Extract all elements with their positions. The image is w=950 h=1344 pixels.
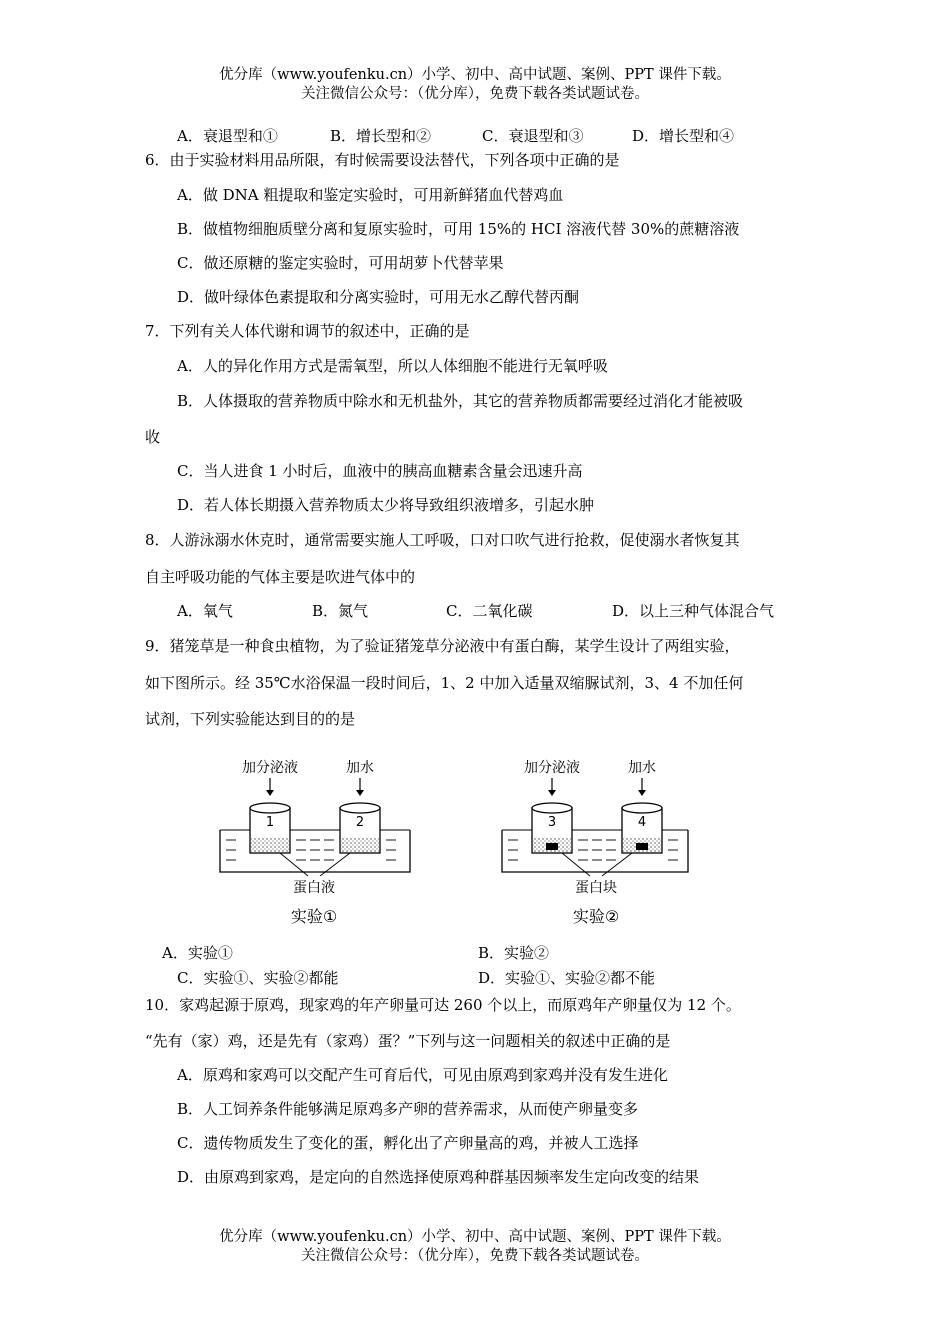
q7-option-a: A．人的异化作用方式是需氧型，所以人体细胞不能进行无氧呼吸 — [177, 357, 608, 375]
exp1-label-add-water: 加水 — [346, 760, 374, 776]
q9-option-b: B．实验② — [478, 944, 550, 962]
q9-option-c: C．实验①、实验②都能 — [177, 969, 339, 987]
exp1-arrowhead-2 — [356, 790, 364, 796]
page-header-line2: 关注微信公众号：（优分库），免费下载各类试题试卷。 — [301, 86, 649, 102]
q8-option-d: D．以上三种气体混合气 — [612, 602, 775, 620]
q6-stem: 6．由于实验材料用品所限，有时候需要设法替代，下列各项中正确的是 — [145, 151, 620, 169]
q8-option-a: A．氧气 — [177, 602, 233, 620]
q6-option-a: A．做 DNA 粗提取和鉴定实验时，可用新鲜猪血代替鸡血 — [177, 186, 564, 204]
q10-option-c: C．遗传物质发生了变化的蛋，孵化出了产卵量高的鸡，并被人工选择 — [177, 1134, 639, 1152]
exp1-tube-2-protein-solution — [341, 838, 379, 852]
q8-option-b: B．氮气 — [312, 602, 369, 620]
q5-options — [0, 126, 950, 146]
q9-option-d: D．实验①、实验②都不能 — [478, 969, 656, 987]
exp1-tube-2-number: 2 — [355, 815, 365, 830]
exp1-tube-1-protein-solution — [251, 838, 289, 852]
q7-option-b-line2: 收 — [145, 428, 161, 446]
q5-option-c: C．衰退型和③ — [482, 127, 584, 145]
q10-option-a: A．原鸡和家鸡可以交配产生可育后代，可见由原鸡到家鸡并没有发生进化 — [177, 1066, 668, 1084]
exp1-label-add-secretion: 加分泌液 — [242, 760, 298, 776]
exp2-arrowhead-2 — [638, 790, 646, 796]
q5-option-d: D．增长型和④ — [632, 127, 735, 145]
q6-option-b: B．做植物细胞质壁分离和复原实验时，可用 15%的 HCI 溶液代替 30%的蔗糖溶液 — [177, 220, 740, 238]
q8-stem-line2: 自主呼吸功能的气体主要是吹进气体中的 — [145, 568, 416, 586]
q10-option-b: B．人工饲养条件能够满足原鸡多产卵的营养需求，从而使产卵量变多 — [177, 1100, 639, 1118]
exp2-tube-3-number: 3 — [547, 815, 557, 830]
exp2-tube-4-number: 4 — [637, 815, 647, 830]
exp2-label-add-secretion: 加分泌液 — [524, 760, 580, 776]
page-footer-line2: 关注微信公众号：（优分库），免费下载各类试题试卷。 — [301, 1248, 649, 1264]
q5-option-b: B．增长型和② — [330, 127, 432, 145]
exp2-arrowhead-1 — [548, 790, 556, 796]
q7-stem: 7．下列有关人体代谢和调节的叙述中，正确的是 — [145, 322, 470, 340]
q9-option-a: A．实验① — [162, 944, 233, 962]
exp2-tube-3-protein-block — [546, 843, 558, 850]
q7-option-c: C．当人进食 1 小时后，血液中的胰高血糖素含量会迅速升高 — [177, 462, 583, 480]
q8-option-c: C．二氧化碳 — [446, 602, 533, 620]
q8-options — [0, 601, 950, 621]
page-footer-line1: 优分库（www.youfenku.cn）小学、初中、高中试题、案例、PPT 课件下载。 — [219, 1229, 731, 1245]
q9-experiment-figure — [210, 750, 700, 935]
q10-stem-line1: 10．家鸡起源于原鸡，现家鸡的年产卵量可达 260 个以上，而原鸡年产卵量仅为 12 个。 — [145, 996, 741, 1014]
q10-option-d: D．由原鸡到家鸡，是定向的自然选择使原鸡种群基因频率发生定向改变的结果 — [177, 1168, 700, 1186]
q6-option-d: D．做叶绿体色素提取和分离实验时，可用无水乙醇代替丙酮 — [177, 288, 580, 306]
q6-option-c: C．做还原糖的鉴定实验时，可用胡萝卜代替苹果 — [177, 254, 504, 272]
exp2-caption: 实验② — [572, 907, 620, 926]
q7-option-d: D．若人体长期摄入营养物质太少将导致组织液增多，引起水肿 — [177, 496, 595, 514]
q9-stem-line1: 9．猪笼草是一种食虫植物，为了验证猪笼草分泌液中有蛋白酶，某学生设计了两组实验， — [145, 637, 740, 655]
q9-stem-line2: 如下图所示。经 35℃水浴保温一段时间后，1、2 中加入适量双缩脲试剂，3、4 不加任何 — [145, 674, 744, 692]
experiment-2-diagram — [502, 759, 688, 926]
exp2-tube-4-protein-block — [636, 843, 648, 850]
exp1-caption: 实验① — [290, 907, 338, 926]
exp1-substance-label: 蛋白液 — [293, 880, 335, 896]
q7-option-b-line1: B．人体摄取的营养物质中除水和无机盐外，其它的营养物质都需要经过消化才能被吸 — [177, 392, 744, 410]
exp1-water-bath — [220, 830, 410, 872]
experiment-1-diagram — [220, 759, 410, 926]
q9-stem-line3: 试剂，下列实验能达到目的的是 — [145, 710, 356, 728]
q10-stem-line2: “先有（家）鸡，还是先有（家鸡）蛋？”下列与这一问题相关的叙述中正确的是 — [145, 1032, 671, 1050]
exp2-label-add-water: 加水 — [628, 760, 656, 776]
q8-stem-line1: 8．人游泳溺水休克时，通常需要实施人工呼吸，口对口吹气进行抢救，促使溺水者恢复其 — [145, 531, 740, 549]
page-header-line1: 优分库（www.youfenku.cn）小学、初中、高中试题、案例、PPT 课件下载。 — [219, 67, 731, 83]
exp2-substance-label: 蛋白块 — [575, 880, 617, 896]
q5-option-a: A．衰退型和① — [177, 127, 278, 145]
exp1-tube-1-number: 1 — [265, 815, 275, 830]
exp1-arrowhead-1 — [266, 790, 274, 796]
